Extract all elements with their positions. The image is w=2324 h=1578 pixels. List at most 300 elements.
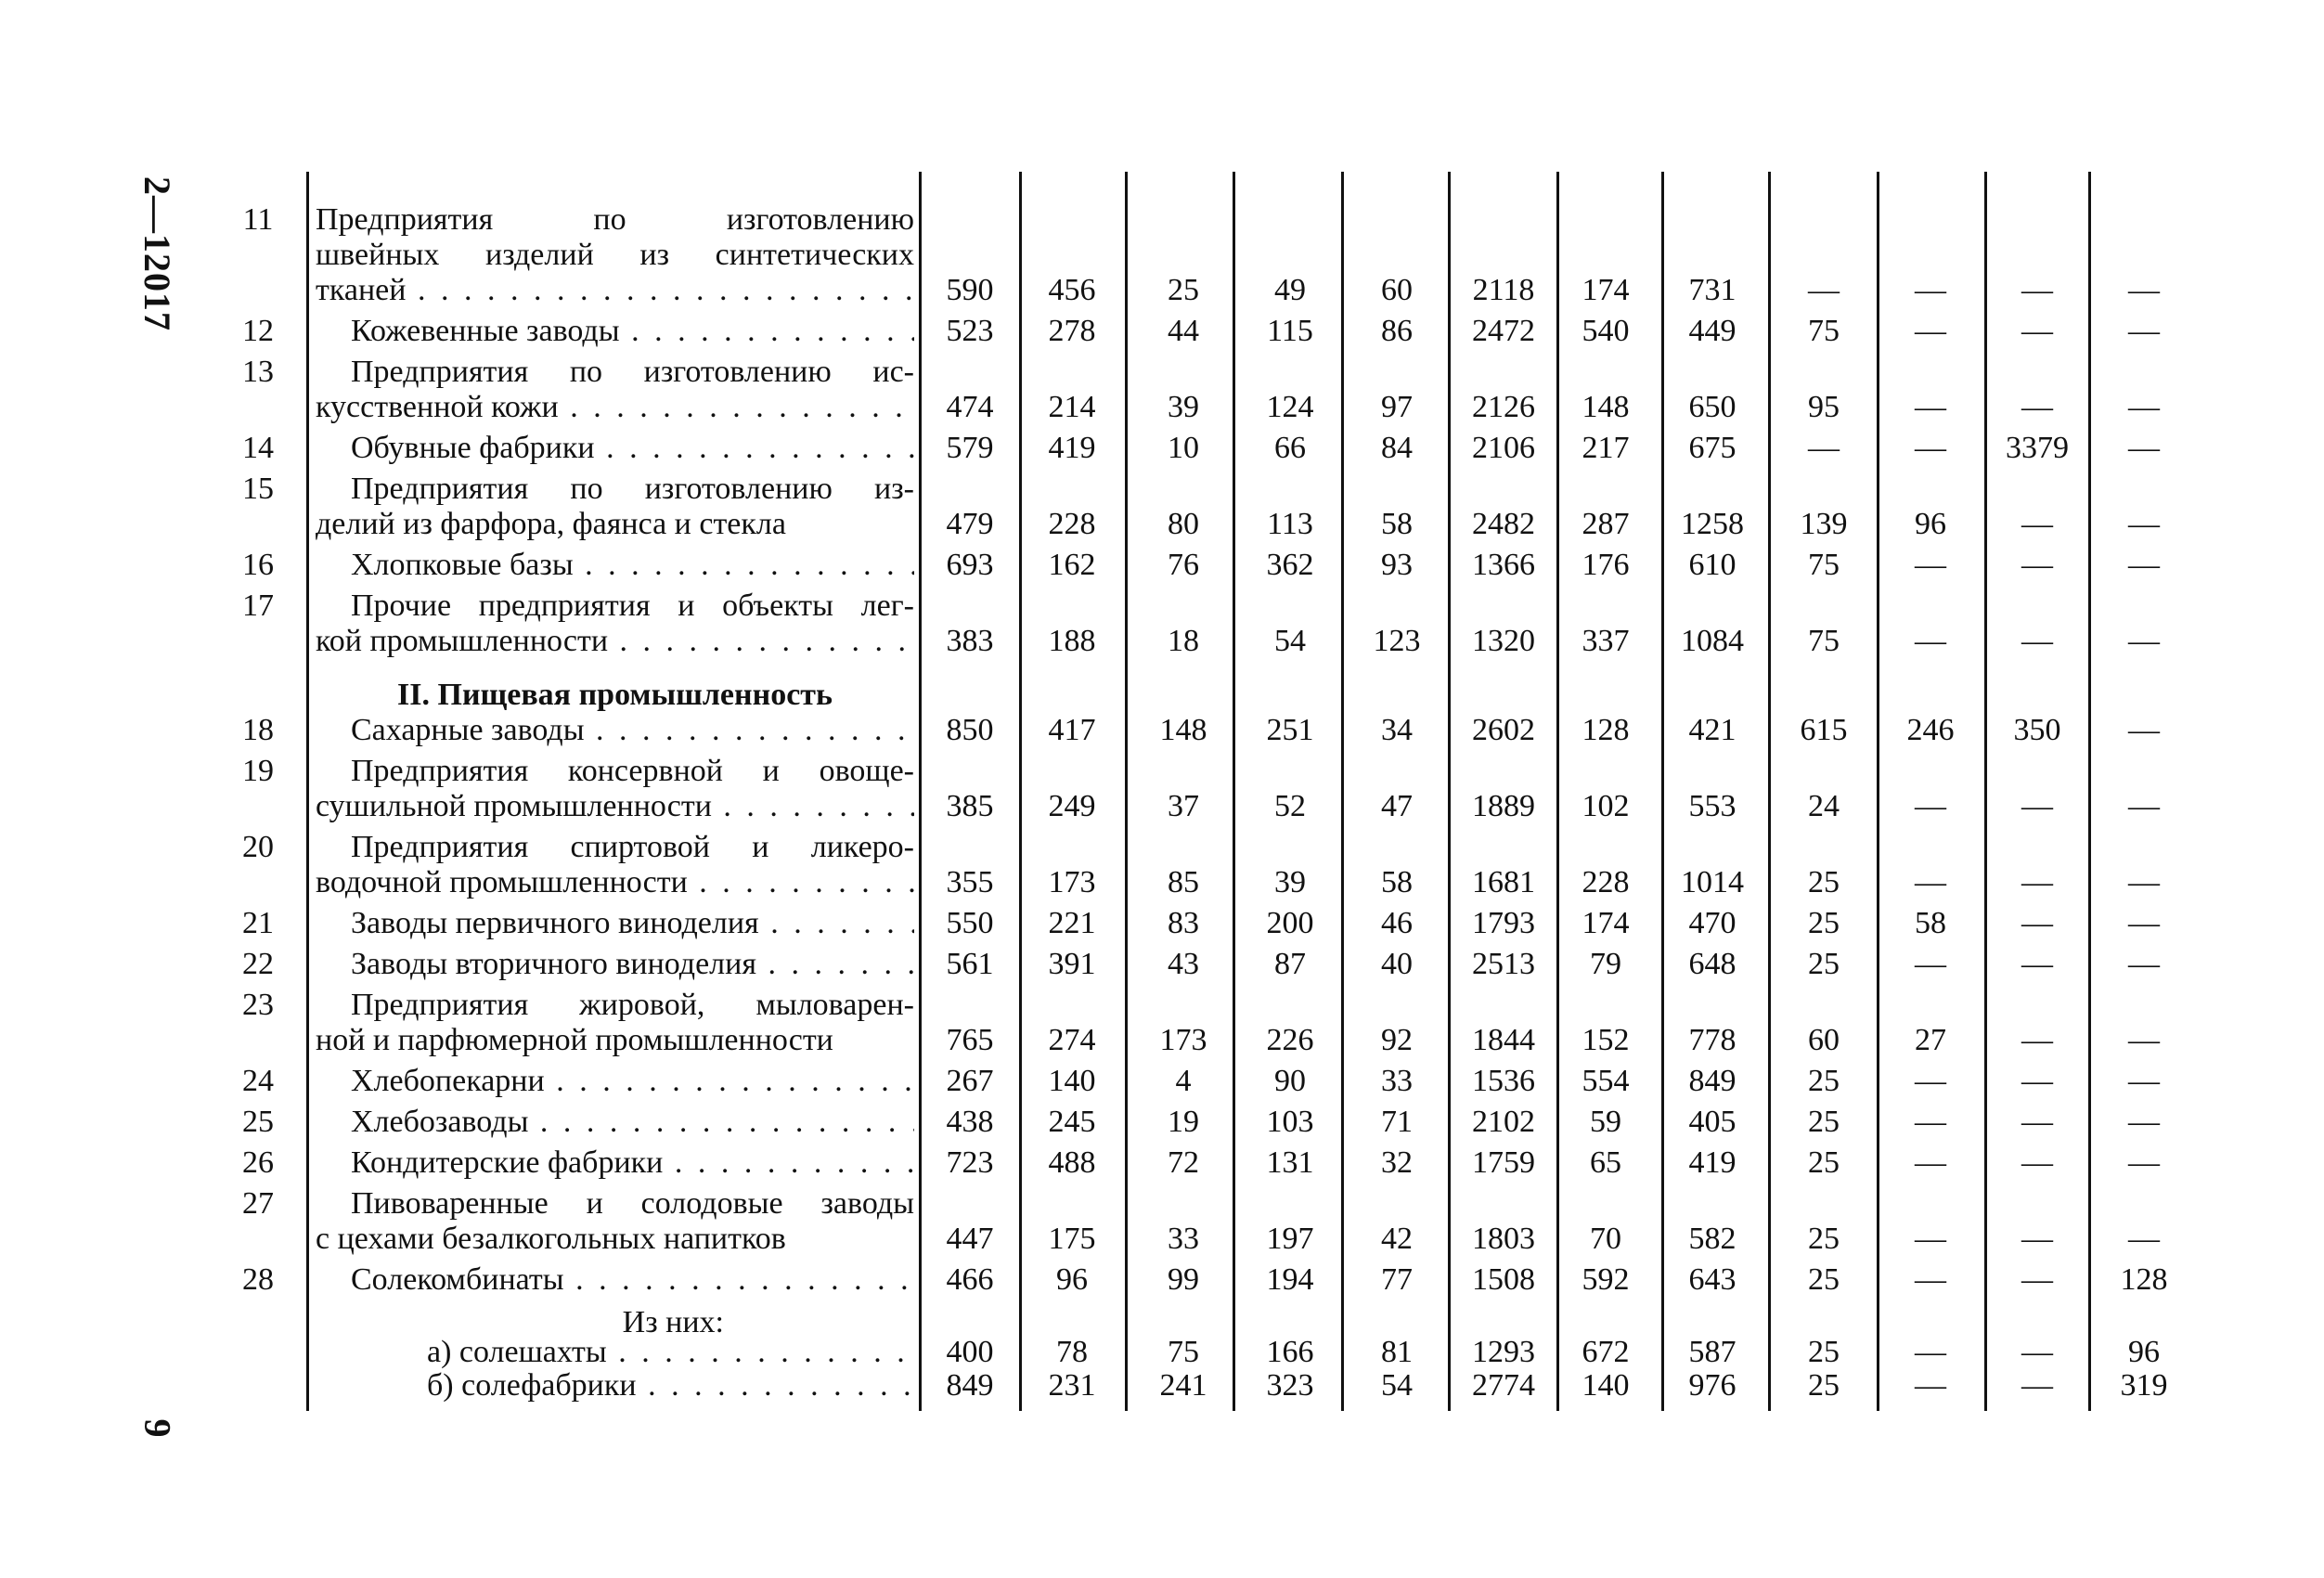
row-label-line: Предприятия по изготовлению ис- <box>351 355 914 389</box>
table-cell: 466 <box>946 1262 994 1297</box>
row-label <box>316 906 914 941</box>
table-cell: 49 <box>1274 273 1306 307</box>
table-cell: 76 <box>1168 548 1199 582</box>
table-cell: 152 <box>1582 1023 1630 1057</box>
table-cell: 10 <box>1168 431 1199 465</box>
table-cell: — <box>1915 789 1946 823</box>
table-cell: 86 <box>1381 314 1413 348</box>
column-divider <box>1019 172 1022 1411</box>
table-cell: — <box>2021 390 2053 424</box>
table-cell: 60 <box>1381 273 1413 307</box>
column-divider <box>1661 172 1664 1411</box>
table-cell: — <box>1915 390 1946 424</box>
table-cell: 200 <box>1266 906 1314 940</box>
table-cell: 2472 <box>1472 314 1535 348</box>
row-label-line: Сахарные заводы . . . <box>316 713 914 748</box>
table-cell: 456 <box>1048 273 1096 307</box>
table-cell: 162 <box>1048 548 1096 582</box>
table-cell: 65 <box>1590 1145 1621 1180</box>
table-cell: 75 <box>1808 624 1840 658</box>
table-cell: 25 <box>1808 1335 1840 1369</box>
table-cell: 66 <box>1274 431 1306 465</box>
row-number: 24 <box>242 1064 274 1098</box>
table-cell: 419 <box>1688 1145 1737 1180</box>
table-cell: 1084 <box>1681 624 1744 658</box>
table-cell: 675 <box>1688 431 1737 465</box>
table-cell: 139 <box>1800 507 1848 541</box>
table-cell: 194 <box>1266 1262 1314 1297</box>
table-cell: 79 <box>1590 947 1621 981</box>
table-cell: 123 <box>1373 624 1421 658</box>
table-cell: 731 <box>1688 273 1737 307</box>
table-cell: — <box>2021 1145 2053 1180</box>
table-cell: 140 <box>1048 1064 1096 1098</box>
table-cell: 103 <box>1266 1105 1314 1139</box>
table-cell: 2118 <box>1472 273 1535 307</box>
table-cell: 58 <box>1915 906 1946 940</box>
table-cell: — <box>2128 431 2160 465</box>
table-cell: — <box>2128 507 2160 541</box>
table-cell: 214 <box>1048 390 1096 424</box>
table-cell: — <box>2021 273 2053 307</box>
row-number: 20 <box>242 830 274 864</box>
table-cell: 246 <box>1906 713 1955 747</box>
table-cell: — <box>2021 1064 2053 1098</box>
table-cell: 39 <box>1168 390 1199 424</box>
row-label-line: кусственной кожи . . . <box>316 390 914 425</box>
table-cell: 174 <box>1582 906 1630 940</box>
table-cell: 1681 <box>1472 865 1535 899</box>
table-cell: 46 <box>1381 906 1413 940</box>
table-cell: 579 <box>946 431 994 465</box>
row-label <box>316 1262 914 1298</box>
table-cell: 81 <box>1381 1335 1413 1369</box>
table-cell: 78 <box>1056 1335 1088 1369</box>
table-cell: 323 <box>1266 1368 1314 1403</box>
row-number: 21 <box>242 906 274 940</box>
row-label <box>316 202 914 308</box>
table-cell: 96 <box>1056 1262 1088 1297</box>
table-cell: 72 <box>1168 1145 1199 1180</box>
table-cell: 2126 <box>1472 390 1535 424</box>
row-label-line: Заводы вторичного виноделия . . . <box>316 947 914 982</box>
table-cell: — <box>1808 431 1840 465</box>
table-cell: 25 <box>1808 1262 1840 1297</box>
table-cell: — <box>2021 947 2053 981</box>
table-cell: 75 <box>1808 314 1840 348</box>
row-label-line: а) солешахты . . . <box>316 1335 914 1370</box>
table-cell: 228 <box>1048 507 1096 541</box>
table-cell: — <box>2021 789 2053 823</box>
table-cell: 582 <box>1688 1222 1737 1256</box>
table-cell: 561 <box>946 947 994 981</box>
table-cell: 75 <box>1168 1335 1199 1369</box>
table-cell: 400 <box>946 1335 994 1369</box>
table-cell: 488 <box>1048 1145 1096 1180</box>
row-label <box>316 754 914 824</box>
table-cell: — <box>2021 314 2053 348</box>
table-cell: 643 <box>1688 1262 1737 1297</box>
table-cell: 175 <box>1048 1222 1096 1256</box>
table-cell: 173 <box>1048 865 1096 899</box>
column-divider <box>1984 172 1987 1411</box>
table-cell: 249 <box>1048 789 1096 823</box>
table-cell: 42 <box>1381 1222 1413 1256</box>
table-cell: 553 <box>1688 789 1737 823</box>
table-cell: 19 <box>1168 1105 1199 1139</box>
row-number: 27 <box>242 1186 274 1221</box>
table-cell: 319 <box>2120 1368 2168 1403</box>
table-cell: 47 <box>1381 789 1413 823</box>
table-cell: 173 <box>1159 1023 1207 1057</box>
table-cell: — <box>2128 390 2160 424</box>
table-cell: — <box>2021 1105 2053 1139</box>
table-cell: 550 <box>946 906 994 940</box>
row-number: 25 <box>242 1105 274 1139</box>
table-cell: 251 <box>1266 713 1314 747</box>
table-cell: 54 <box>1381 1368 1413 1403</box>
table-cell: 113 <box>1267 507 1313 541</box>
row-label <box>316 1064 914 1099</box>
column-divider <box>1768 172 1771 1411</box>
table-cell: — <box>2021 1262 2053 1297</box>
table-cell: — <box>2128 314 2160 348</box>
table-cell: 1508 <box>1472 1262 1535 1297</box>
table-cell: — <box>1915 431 1946 465</box>
row-label-line: Предприятия консервной и овоще- <box>351 754 914 788</box>
table-cell: — <box>2128 1145 2160 1180</box>
row-label-line: Предприятия спиртовой и ликеро- <box>351 830 914 864</box>
table-cell: 25 <box>1808 865 1840 899</box>
table-cell: 25 <box>1808 1222 1840 1256</box>
row-number: 28 <box>242 1262 274 1297</box>
table-cell: 75 <box>1808 548 1840 582</box>
table-cell: — <box>2128 947 2160 981</box>
table-cell: 32 <box>1381 1145 1413 1180</box>
row-label-line: делий из фарфора, фаянса и стекла <box>316 507 786 541</box>
table-cell: — <box>2128 789 2160 823</box>
table-cell: 419 <box>1048 431 1096 465</box>
table-cell: 80 <box>1168 507 1199 541</box>
table-cell: 2102 <box>1472 1105 1535 1139</box>
table-cell: 87 <box>1274 947 1306 981</box>
table-cell: 540 <box>1582 314 1630 348</box>
row-number: 15 <box>242 472 274 506</box>
column-divider <box>2088 172 2091 1411</box>
row-number: 12 <box>242 314 274 348</box>
table-cell: 391 <box>1048 947 1096 981</box>
table-cell: — <box>2021 507 2053 541</box>
table-cell: 24 <box>1808 789 1840 823</box>
row-label-line: Предприятия по изготовлению из- <box>351 472 914 506</box>
row-label-line: с цехами безалкогольных напитков <box>316 1222 786 1256</box>
table-cell: — <box>2128 624 2160 658</box>
table-cell: — <box>2128 1023 2160 1057</box>
table-cell: — <box>1915 947 1946 981</box>
row-label-line: швейных изделий из синтетических <box>316 238 914 272</box>
table-cell: 70 <box>1590 1222 1621 1256</box>
row-label-line: Предприятия жировой, мыловарен- <box>351 988 914 1022</box>
table-cell: 362 <box>1266 548 1314 582</box>
table-cell: 2513 <box>1472 947 1535 981</box>
table-cell: — <box>2021 1368 2053 1403</box>
table-cell: 166 <box>1266 1335 1314 1369</box>
subgroup-heading: Из них: <box>622 1305 724 1339</box>
table-cell: — <box>1915 1105 1946 1139</box>
table-cell: 337 <box>1582 624 1630 658</box>
table-cell: 447 <box>946 1222 994 1256</box>
table-cell: 99 <box>1168 1262 1199 1297</box>
row-label <box>316 1335 914 1370</box>
table-cell: — <box>1915 624 1946 658</box>
table-cell: 97 <box>1381 390 1413 424</box>
table-cell: 3379 <box>2006 431 2069 465</box>
row-number: 23 <box>242 988 274 1022</box>
table-cell: 383 <box>946 624 994 658</box>
table-cell: 58 <box>1381 507 1413 541</box>
row-label-line: Прочие предприятия и объекты лег- <box>351 589 914 623</box>
row-label-line: Предприятия по изготовлению <box>316 202 914 237</box>
row-label-line: водочной промышленности . . . <box>316 865 914 900</box>
row-label <box>316 589 914 659</box>
table-cell: 131 <box>1266 1145 1314 1180</box>
table-cell: 25 <box>1808 906 1840 940</box>
row-label-line: Кондитерские фабрики . . . <box>316 1145 914 1181</box>
table-cell: 1759 <box>1472 1145 1535 1180</box>
row-number: 11 <box>242 202 274 237</box>
row-label <box>316 947 914 982</box>
table-cell: 228 <box>1582 865 1630 899</box>
row-number: 19 <box>242 754 274 788</box>
table-cell: 44 <box>1168 314 1199 348</box>
row-label <box>316 1145 914 1181</box>
table-cell: 83 <box>1168 906 1199 940</box>
table-cell: 449 <box>1688 314 1737 348</box>
table-cell: 849 <box>946 1368 994 1403</box>
table-cell: 226 <box>1266 1023 1314 1057</box>
table-cell: — <box>1915 1262 1946 1297</box>
table-cell: 274 <box>1048 1023 1096 1057</box>
row-label <box>316 713 914 748</box>
table-cell: 610 <box>1688 548 1737 582</box>
row-label <box>316 988 914 1058</box>
table-cell: — <box>2128 1222 2160 1256</box>
column-divider <box>306 172 309 1411</box>
row-label-line: Хлопковые базы . . . <box>316 548 914 583</box>
table-cell: — <box>2021 906 2053 940</box>
row-number: 26 <box>242 1145 274 1180</box>
table-cell: 421 <box>1688 713 1737 747</box>
row-label <box>316 830 914 900</box>
table-cell: 723 <box>946 1145 994 1180</box>
table-cell: 648 <box>1688 947 1737 981</box>
table-cell: — <box>1915 273 1946 307</box>
table-cell: 77 <box>1381 1262 1413 1297</box>
row-label-line: Пивоваренные и солодовые заводы <box>351 1186 914 1221</box>
table-cell: 102 <box>1582 789 1630 823</box>
table-cell: 245 <box>1048 1105 1096 1139</box>
table-cell: 474 <box>946 390 994 424</box>
table-cell: 350 <box>2013 713 2061 747</box>
table-cell: 188 <box>1048 624 1096 658</box>
table-cell: 93 <box>1381 548 1413 582</box>
table-cell: — <box>2128 1064 2160 1098</box>
table-cell: 470 <box>1688 906 1737 940</box>
table-cell: — <box>2128 273 2160 307</box>
table-cell: 25 <box>1808 1368 1840 1403</box>
row-label <box>316 1186 914 1257</box>
table-cell: — <box>2128 713 2160 747</box>
table-cell: 1536 <box>1472 1064 1535 1098</box>
row-label <box>316 472 914 542</box>
table-cell: — <box>2128 1105 2160 1139</box>
table-cell: 590 <box>946 273 994 307</box>
table-cell: 4 <box>1175 1064 1192 1098</box>
table-cell: 1320 <box>1472 624 1535 658</box>
table-cell: — <box>1915 314 1946 348</box>
column-divider <box>1233 172 1235 1411</box>
table-cell: 128 <box>1582 713 1630 747</box>
table-cell: 25 <box>1808 1064 1840 1098</box>
table-cell: 197 <box>1266 1222 1314 1256</box>
table-cell: 58 <box>1381 865 1413 899</box>
table-cell: 287 <box>1582 507 1630 541</box>
table-cell: 554 <box>1582 1064 1630 1098</box>
table-cell: 71 <box>1381 1105 1413 1139</box>
row-label-line: Заводы первичного виноделия . . . <box>316 906 914 941</box>
row-number: 16 <box>242 548 274 582</box>
table-cell: 92 <box>1381 1023 1413 1057</box>
table-cell: — <box>1915 1222 1946 1256</box>
row-label <box>316 548 914 583</box>
table-cell: — <box>2128 548 2160 582</box>
table-cell: — <box>2128 865 2160 899</box>
table-cell: 2106 <box>1472 431 1535 465</box>
table-cell: 18 <box>1168 624 1199 658</box>
page-number: 9 <box>136 1418 179 1438</box>
table-cell: 115 <box>1267 314 1313 348</box>
column-divider <box>1877 172 1879 1411</box>
row-label-line: Солекомбинаты . . . <box>316 1262 914 1298</box>
table-cell: 174 <box>1582 273 1630 307</box>
row-label <box>316 1368 914 1403</box>
row-label-line: Кожевенные заводы . . . <box>316 314 914 349</box>
table-cell: 405 <box>1688 1105 1737 1139</box>
table-cell: 1014 <box>1681 865 1744 899</box>
table-cell: 85 <box>1168 865 1199 899</box>
row-label-line: Обувные фабрики . . . <box>316 431 914 466</box>
table-cell: 385 <box>946 789 994 823</box>
row-label <box>316 314 914 349</box>
table-cell: 2602 <box>1472 713 1535 747</box>
table-cell: 40 <box>1381 947 1413 981</box>
table-cell: 615 <box>1800 713 1848 747</box>
table-cell: 43 <box>1168 947 1199 981</box>
table-cell: — <box>1915 865 1946 899</box>
table-cell: 241 <box>1159 1368 1207 1403</box>
column-divider <box>1448 172 1451 1411</box>
table-cell: 523 <box>946 314 994 348</box>
table-cell: — <box>1915 1145 1946 1180</box>
row-number: 14 <box>242 431 274 465</box>
column-divider <box>919 172 922 1411</box>
table-cell: 25 <box>1168 273 1199 307</box>
table-cell: 438 <box>946 1105 994 1139</box>
table-cell: 2482 <box>1472 507 1535 541</box>
table-cell: 176 <box>1582 548 1630 582</box>
table-cell: 693 <box>946 548 994 582</box>
table-cell: 267 <box>946 1064 994 1098</box>
table-cell: 54 <box>1274 624 1306 658</box>
table-cell: 25 <box>1808 1145 1840 1180</box>
table-cell: 650 <box>1688 390 1737 424</box>
table-cell: — <box>1915 1335 1946 1369</box>
table-cell: 96 <box>2128 1335 2160 1369</box>
table-cell: 27 <box>1915 1023 1946 1057</box>
table-cell: 765 <box>946 1023 994 1057</box>
row-label-line: тканей . . . <box>316 273 914 308</box>
table-cell: — <box>1808 273 1840 307</box>
table-cell: 25 <box>1808 947 1840 981</box>
table-cell: 90 <box>1274 1064 1306 1098</box>
table-cell: 221 <box>1048 906 1096 940</box>
table-cell: 587 <box>1688 1335 1737 1369</box>
table-cell: 355 <box>946 865 994 899</box>
table-cell: — <box>2021 1335 2053 1369</box>
side-document-code: 2—12017 <box>136 176 178 331</box>
table-cell: 140 <box>1582 1368 1630 1403</box>
row-label-line: б) солефабрики . . . <box>316 1368 914 1403</box>
table-cell: 25 <box>1808 1105 1840 1139</box>
table-cell: — <box>2021 548 2053 582</box>
table-cell: 778 <box>1688 1023 1737 1057</box>
column-divider <box>1341 172 1344 1411</box>
table-cell: 1366 <box>1472 548 1535 582</box>
column-divider <box>1125 172 1128 1411</box>
table-cell: — <box>1915 548 1946 582</box>
table-cell: 231 <box>1048 1368 1096 1403</box>
row-label-line: ной и парфюмерной промышленности <box>316 1023 833 1057</box>
row-label <box>316 1105 914 1140</box>
table-cell: 84 <box>1381 431 1413 465</box>
table-cell: — <box>1915 1064 1946 1098</box>
row-label <box>316 355 914 425</box>
table-cell: 2774 <box>1472 1368 1535 1403</box>
table-cell: 850 <box>946 713 994 747</box>
table-cell: 1293 <box>1472 1335 1535 1369</box>
row-number: 22 <box>242 947 274 981</box>
table-cell: — <box>2128 906 2160 940</box>
table-cell: 976 <box>1688 1368 1737 1403</box>
table-cell: — <box>2021 1222 2053 1256</box>
table-cell: — <box>2021 1023 2053 1057</box>
table-cell: 217 <box>1582 431 1630 465</box>
row-label-line: Хлебозаводы . . . <box>316 1105 914 1140</box>
table-cell: 592 <box>1582 1262 1630 1297</box>
table-cell: 417 <box>1048 713 1096 747</box>
table-cell: 278 <box>1048 314 1096 348</box>
table-cell: 59 <box>1590 1105 1621 1139</box>
table-cell: 479 <box>946 507 994 541</box>
row-label-line: сушильной промышленности . . . <box>316 789 914 824</box>
table-cell: 52 <box>1274 789 1306 823</box>
table-cell: 672 <box>1582 1335 1630 1369</box>
table-cell: 1258 <box>1681 507 1744 541</box>
table-cell: 33 <box>1381 1064 1413 1098</box>
table-cell: 37 <box>1168 789 1199 823</box>
table-cell: 849 <box>1688 1064 1737 1098</box>
table-cell: — <box>1915 1368 1946 1403</box>
